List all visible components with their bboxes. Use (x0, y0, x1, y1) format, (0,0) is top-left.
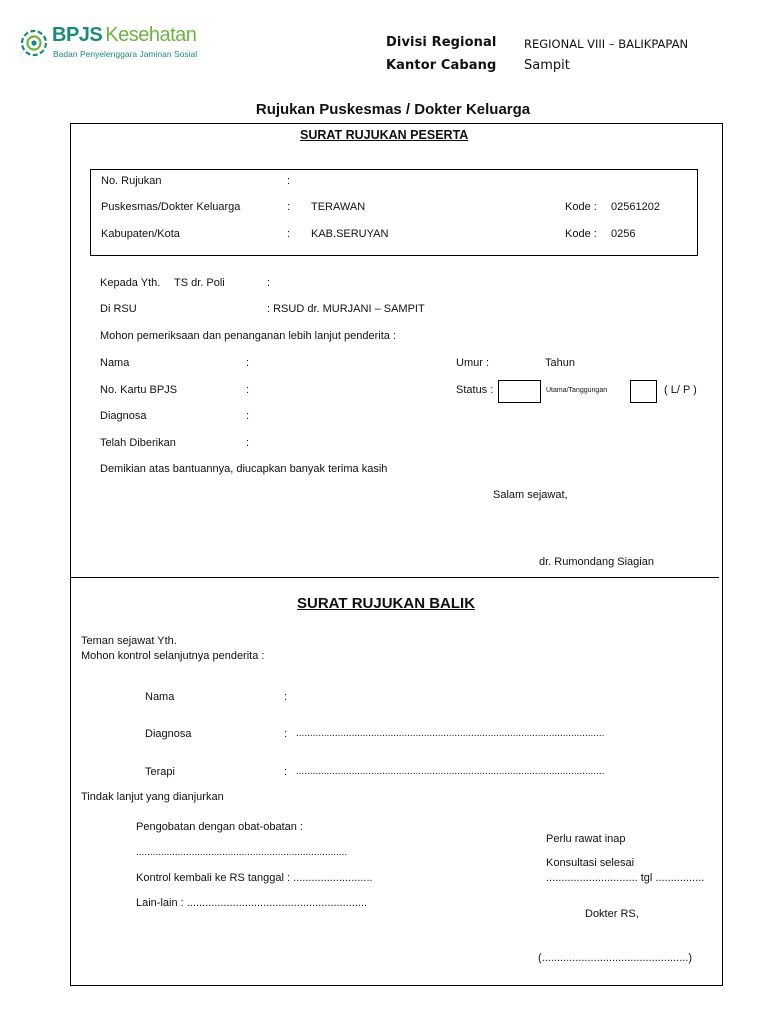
logo-tagline: Badan Penyelenggara Jaminan Sosial (53, 49, 198, 59)
bpjs-logo (20, 24, 198, 64)
tgl-line[interactable]: .............................. tgl ................ (546, 872, 705, 884)
terima-kasih-text: Demikian atas bantuannya, diucapkan banyak terima kasih (100, 463, 388, 475)
doctor-name: dr. Rumondang Siagian (539, 556, 654, 568)
nama-label: Nama (100, 357, 130, 369)
divisi-value: REGIONAL VIII – BALIKPAPAN (524, 37, 689, 51)
balik-terapi-colon: : (284, 766, 288, 778)
kode-puskesmas-value: 02561202 (611, 201, 660, 213)
status-hint: Utama/Tanggungan (546, 387, 608, 394)
balik-diagnosa-colon: : (284, 728, 288, 740)
kartu-label: No. Kartu BPJS (100, 384, 178, 396)
kabupaten-colon: : (287, 228, 291, 240)
balik-diagnosa-dots[interactable]: ............................................................................................................... (296, 728, 605, 739)
kantor-label: Kantor Cabang (386, 58, 497, 73)
puskesmas-label: Puskesmas/Dokter Keluarga (101, 201, 241, 213)
balik-nama-label: Nama (145, 691, 175, 703)
tindak-lanjut-text: Tindak lanjut yang dianjurkan (81, 791, 224, 803)
balik-diagnosa-label: Diagnosa (145, 728, 192, 740)
konsultasi-text: Konsultasi selesai (546, 857, 635, 869)
salam-text: Salam sejawat, (493, 489, 568, 501)
kontrol-line[interactable]: Kontrol kembali ke RS tanggal : .......................... (136, 872, 373, 884)
sex-input-box[interactable] (630, 380, 657, 403)
kepada-value: TS dr. Poli (174, 277, 225, 289)
bpjs-emblem-icon (20, 28, 48, 58)
pengobatan-dots[interactable]: ............................................................................ (136, 847, 348, 858)
mohon-kontrol-text: Mohon kontrol selanjutnya penderita : (81, 650, 265, 662)
lain-lain-line[interactable]: Lain-lain : ........................................................... (136, 897, 368, 909)
surat-rujukan-title: SURAT RUJUKAN PESERTA (300, 128, 469, 142)
dokter-rs-text: Dokter RS, (585, 908, 639, 920)
perlu-rawat-text: Perlu rawat inap (546, 833, 626, 845)
umur-label: Umur : (456, 357, 489, 369)
no-rujukan-colon: : (287, 175, 291, 187)
diberikan-label: Telah Diberikan (100, 437, 176, 449)
diagnosa-label: Diagnosa (100, 410, 147, 422)
kode-puskesmas-label: Kode : (565, 201, 597, 213)
balik-terapi-label: Terapi (145, 766, 175, 778)
di-rsu-value: : RSUD dr. MURJANI – SAMPIT (267, 303, 425, 315)
balik-terapi-dots[interactable]: ............................................................................................................... (296, 766, 605, 777)
rujukan-balik-title: SURAT RUJUKAN BALIK (297, 595, 476, 612)
section-divider (70, 577, 719, 578)
puskesmas-colon: : (287, 201, 291, 213)
signature-line[interactable]: (................................................) (538, 952, 693, 964)
teman-text: Teman sejawat Yth. (81, 635, 177, 647)
mohon-text: Mohon pemeriksaan dan penanganan lebih lanjut penderita : (100, 330, 396, 342)
logo-brand: BPJS Kesehatan (52, 24, 197, 46)
pengobatan-label: Pengobatan dengan obat-obatan : (136, 821, 303, 833)
balik-nama-colon: : (284, 691, 288, 703)
status-label: Status : (456, 384, 494, 396)
page-title: Rujukan Puskesmas / Dokter Keluarga (255, 101, 531, 118)
divisi-label: Divisi Regional (386, 35, 497, 50)
kartu-colon: : (246, 384, 250, 396)
sex-hint: ( L/ P ) (664, 384, 697, 396)
kepada-label: Kepada Yth. (100, 277, 161, 289)
status-input-box[interactable] (498, 380, 541, 403)
kode-kabupaten-label: Kode : (565, 228, 597, 240)
kabupaten-value: KAB.SERUYAN (311, 228, 389, 240)
kode-kabupaten-value: 0256 (611, 228, 636, 240)
diberikan-colon: : (246, 437, 250, 449)
tahun-label: Tahun (545, 357, 575, 369)
kepada-colon: : (267, 277, 271, 289)
puskesmas-value: TERAWAN (311, 201, 366, 213)
no-rujukan-label: No. Rujukan (101, 175, 162, 187)
diagnosa-colon: : (246, 410, 250, 422)
kantor-value: Sampit (524, 58, 570, 73)
kabupaten-label: Kabupaten/Kota (101, 228, 180, 240)
nama-colon: : (246, 357, 250, 369)
di-rsu-label: Di RSU (100, 303, 137, 315)
